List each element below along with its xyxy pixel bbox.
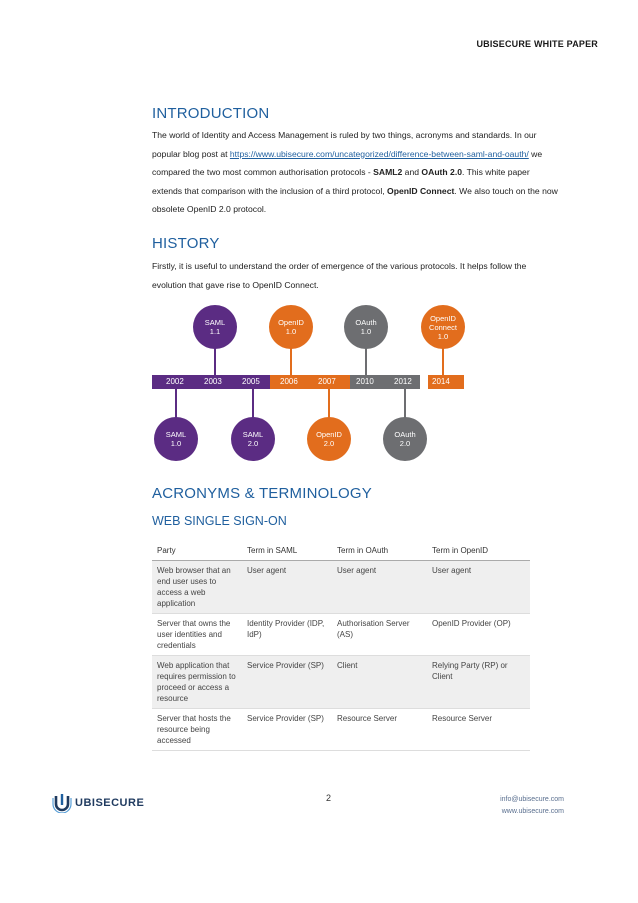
intro-and: and	[402, 167, 422, 177]
table-cell: Server that hosts the resource being accessed	[152, 709, 242, 751]
table-cell: User agent	[242, 561, 332, 614]
page-number: 2	[326, 793, 332, 803]
contact-website[interactable]: www.ubisecure.com	[501, 808, 564, 815]
timeline-year: 2007	[318, 377, 336, 386]
table-cell: Identity Provider (IDP, IdP)	[242, 614, 332, 656]
intro-text-2: we compared the two most common authorisation protocols -	[152, 148, 543, 177]
oidc-term: OpenID Connect	[387, 185, 455, 196]
oauth-2-0-circle	[383, 417, 427, 461]
column-header: Party	[152, 541, 242, 561]
saml2-term: SAML2	[373, 167, 403, 177]
table-cell: User agent	[427, 561, 530, 614]
openid-connect-1-0-circle	[421, 305, 465, 349]
table-cell: OpenID Provider (OP)	[427, 614, 530, 656]
contact-info	[500, 794, 564, 818]
table-cell: Service Provider (SP)	[242, 656, 332, 709]
saml-1-1-circle	[193, 305, 237, 349]
column-header: Term in OAuth	[332, 541, 427, 561]
openid-1-0-circle	[269, 305, 313, 349]
column-header: Term in OpenID	[427, 541, 530, 561]
circle-version: 1.0	[437, 331, 449, 341]
intro-text-4: . We also touch on the now obsolete OpenID 2.0 protocol.	[152, 185, 558, 214]
blog-link[interactable]: https://www.ubisecure.com/uncategorized/difference-between-saml-and-oauth/	[229, 148, 529, 159]
circle-version: 2.0	[399, 439, 411, 448]
table-cell: Web browser that an end user uses to access a web application	[152, 561, 242, 614]
table-cell: User agent	[332, 561, 427, 614]
circle-version: 2.0	[247, 439, 259, 448]
circle-version: 1.0	[170, 439, 182, 448]
protocol-timeline	[150, 305, 480, 475]
table-header-row	[152, 541, 530, 561]
circle-version: 2.0	[323, 439, 335, 448]
contact-email[interactable]: info@ubisecure.com	[500, 796, 564, 803]
circle-label: SAML	[165, 430, 187, 439]
saml-1-0-circle	[154, 417, 198, 461]
table-cell: Service Provider (SP)	[242, 709, 332, 751]
document-header-tag: UBISECURE WHITE PAPER	[476, 39, 598, 49]
timeline-year: 2006	[280, 377, 298, 386]
ubisecure-logo-text: UBISECURE	[75, 797, 145, 809]
timeline-bar-gap	[260, 375, 270, 389]
saml-2-0-circle	[231, 417, 275, 461]
table-row	[152, 656, 530, 709]
timeline-year: 2012	[394, 377, 412, 386]
table-cell: Resource Server	[427, 709, 530, 751]
history-heading: HISTORY	[152, 235, 220, 252]
terminology-table	[152, 541, 530, 751]
table-cell: Server that owns the user identities and credentials	[152, 614, 242, 656]
table-cell: Relying Party (RP) or Client	[427, 656, 530, 709]
introduction-heading: INTRODUCTION	[152, 105, 270, 122]
circle-label: OAuth	[355, 318, 377, 327]
circle-label: SAML	[204, 318, 226, 327]
intro-text-1: The world of Identity and Access Management is ruled by two things, acronyms and standards. In our popular blog post at	[152, 130, 537, 159]
column-header: Term in SAML	[242, 541, 332, 561]
timeline-year: 2003	[204, 377, 222, 386]
table-cell: Client	[332, 656, 427, 709]
openid-2-0-circle	[307, 417, 351, 461]
web-sso-subheading: WEB SINGLE SIGN-ON	[152, 514, 287, 528]
ubisecure-logo	[52, 793, 144, 813]
timeline-year: 2010	[356, 377, 374, 386]
table-cell: Resource Server	[332, 709, 427, 751]
table-row	[152, 709, 530, 751]
circle-label: OpenID Connect	[429, 313, 457, 332]
circle-version: 1.0	[360, 327, 372, 336]
intro-text-3: . This white paper extends that comparison with the inclusion of a third protocol,	[152, 167, 530, 196]
circle-version: 1.0	[285, 327, 297, 336]
oauth-1-0-circle	[344, 305, 388, 349]
timeline-year: 2005	[242, 377, 260, 386]
history-paragraph: Firstly, it is useful to understand the order of emergence of the various protocols. It helps follow the evolution that gave rise to OpenID Connect.	[152, 261, 527, 290]
timeline-year: 2014	[432, 377, 450, 386]
table-row	[152, 561, 530, 614]
circle-label: OAuth	[394, 430, 416, 439]
oauth2-term: OAuth 2.0	[421, 167, 463, 177]
circle-label: OpenID	[278, 318, 304, 327]
ubisecure-logo-icon	[52, 793, 72, 813]
circle-label: OpenID	[316, 430, 342, 439]
timeline-year: 2002	[166, 377, 184, 386]
circle-label: SAML	[242, 430, 264, 439]
introduction-paragraph	[152, 126, 562, 219]
circle-version: 1.1	[209, 327, 221, 336]
table-row	[152, 614, 530, 656]
acronyms-heading: ACRONYMS & TERMINOLOGY	[152, 485, 372, 502]
table-cell: Authorisation Server (AS)	[332, 614, 427, 656]
table-cell: Web application that requires permission to proceed or access a resource	[152, 656, 242, 709]
